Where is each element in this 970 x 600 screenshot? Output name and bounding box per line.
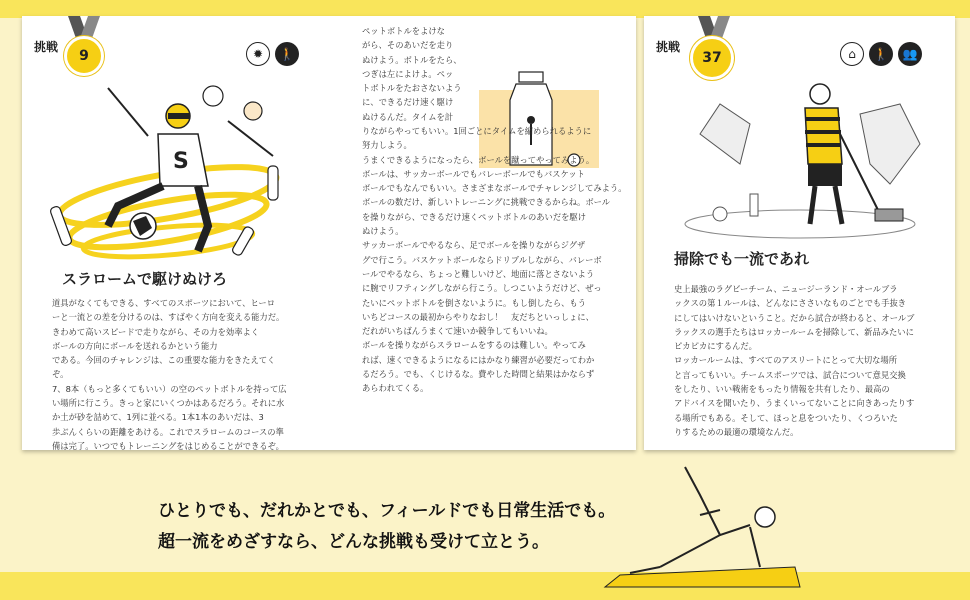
- left-heading: スラロームで駆けぬけろ: [62, 268, 227, 291]
- text-line: を操りながら、できるだけ速くペットボトルのあいだを駆け: [362, 211, 587, 222]
- text-line: ールでやるなら、ちょっと難しいけど、地面に落とさないよう: [362, 268, 595, 279]
- slalom-runner-illustration: [48, 76, 288, 266]
- bottom-yellow-band: [0, 572, 970, 600]
- text-line: である。今回のチャレンジは、この重要な能力をきたえてく: [52, 355, 276, 366]
- left-page: [22, 16, 636, 450]
- text-line: ピカピカにするんだ。: [674, 341, 757, 352]
- text-line: りながらやってもいい。1回ごとにタイムを縮められるように: [362, 126, 592, 136]
- tagline-line-1: ひとりでも、だれかとでも、フィールドでも日常生活でも。: [158, 501, 616, 521]
- house-icon: ⌂: [840, 42, 864, 66]
- svg-text:S: S: [173, 149, 189, 174]
- text-line: 7、8本（もっと多くてもいい）の空のペットボトルを持って広: [52, 383, 287, 394]
- text-line: いちどコースの最初からやりなおし！ 友だちといっしょに、: [362, 311, 594, 322]
- text-line: にしてはいけないということ。だから試合が終わると、オールブ: [674, 312, 915, 323]
- text-line: つぎは左によけよ。ペッ: [362, 68, 454, 79]
- text-line: アドバイスを聞いたり、うまくいってないことに向きあったりす: [674, 398, 915, 409]
- text-line: ぞ。: [52, 369, 69, 380]
- text-line: るだろう。でも、くじけるな。費やした時間と結果はかならず: [362, 369, 595, 380]
- text-line: ぬけるんだ。タイムを計: [362, 111, 454, 122]
- text-line: ロッカールームは、すべてのアスリートにとって大切な場所: [674, 355, 898, 366]
- text-line: ックスの第１ルールは、どんなにささいなものごとでも手抜き: [674, 298, 907, 309]
- text-line: ボールを操りながらスラロームをするのは難しい。やってみ: [362, 340, 586, 351]
- text-line: サッカーボールでやるなら、足でボールを操りながらジグザ: [362, 240, 586, 251]
- text-line: トボトルをたおさないよう: [362, 83, 462, 94]
- text-line: 歩ぶんくらいの距離をあける。これでスラロームのコースの準: [52, 426, 284, 437]
- text-line: か土が砂を詰めて、1列に並べる。1本1本のあいだは、3: [52, 412, 264, 423]
- text-line: に、できるだけ速く駆け: [362, 97, 454, 108]
- text-line: だれがいちばんうまくて速いか競争してもいいね。: [362, 326, 553, 337]
- challenge-label: 挑戦: [656, 40, 681, 54]
- right-page: [644, 16, 955, 450]
- right-category-icons: [840, 42, 922, 66]
- text-line: ボールの数だけ、新しいトレーニングに挑戦できるからね。ボール: [362, 197, 611, 208]
- right-body: [674, 282, 940, 439]
- text-line: がら、そのあいだを走り: [362, 40, 454, 51]
- text-line: あらわれてくる。: [362, 383, 429, 394]
- challenge-number: 37: [702, 50, 722, 66]
- text-line: グで行こう。バスケットボールならドリブルしながら、バレーボ: [362, 254, 602, 265]
- text-line: ボールの方向にボールを送れるかという能力: [52, 340, 218, 351]
- left-column-1: [52, 296, 340, 453]
- text-line: る場所でもある。そして、ほっと息をついたり、くつろいた: [674, 412, 898, 423]
- tagline: [158, 496, 615, 558]
- challenge-number-badge: [64, 36, 104, 76]
- text-line: ボールでもなんでもいい。さまざまなボールでチャレンジしてみよう。: [362, 183, 627, 194]
- text-line: ぬけよう。ボトルをたら、: [362, 54, 462, 65]
- text-line: 史上最強のラグビーチーム、ニュージーランド・オールブラ: [674, 284, 898, 294]
- text-line: い場所に行こう。きっと家にいくつかはあるだろう。それに水: [52, 398, 285, 409]
- right-heading: 掃除でも一流であれ: [674, 248, 809, 271]
- text-line: 道具がなくてもできる、すべてのスポーツにおいて、ヒーロ: [52, 298, 276, 308]
- text-line: に腕でリフティングしながら行こう。しつこいようだけど、ぜっ: [362, 283, 602, 294]
- text-line: ペットボトルをよけな: [362, 26, 445, 36]
- sun-icon: ✹: [246, 42, 270, 66]
- left-category-icons: [246, 42, 299, 66]
- text-line: うまくできるようになったら、ボールを蹴ってやってみよう。: [362, 154, 595, 165]
- text-line: と言ってもいい。チームスポーツでは、試合について意見交換: [674, 369, 906, 380]
- text-line: ボールは、サッカーボールでもバレーボールでもバスケット: [362, 168, 585, 179]
- text-line: りするための最適の環境なんだ。: [674, 426, 799, 437]
- text-line: れば、速くできるようになるにはかなり練習が必要だってわか: [362, 354, 595, 365]
- left-column-2-bottom: [362, 124, 628, 396]
- text-line: をしたり、いい戦術をもったり情報を共有したり、最高の: [674, 384, 890, 395]
- yoga-figure-illustration: [600, 455, 810, 595]
- person-icon: 🚶: [869, 42, 893, 66]
- text-line: 備は完了。いつでもトレーニングをはじめることができるぞ。: [52, 440, 284, 451]
- challenge-number: 9: [79, 48, 89, 64]
- text-line: ーと一流との差を分けるのは、すばやく方向を変える能力だ。: [52, 312, 285, 323]
- group-icon: 👥: [898, 42, 922, 66]
- text-line: たいにペットボトルを倒さないように。もし倒したら、もう: [362, 297, 587, 308]
- person-icon: 🚶: [275, 42, 299, 66]
- text-line: ぬけよう。: [362, 226, 404, 237]
- text-line: きわめて高いスピードで走りながら、その力を効率よく: [52, 326, 260, 337]
- challenge-label: 挑戦: [34, 40, 59, 54]
- text-line: ラックスの選手たちはロッカールームを掃除して、新品みたいに: [674, 326, 914, 337]
- text-line: 努力しよう。: [362, 140, 412, 151]
- tagline-line-2: 超一流をめざすなら、どんな挑戦も受けて立とう。: [158, 532, 549, 552]
- left-column-2-top: [362, 24, 474, 124]
- cleaning-player-illustration: [680, 74, 930, 244]
